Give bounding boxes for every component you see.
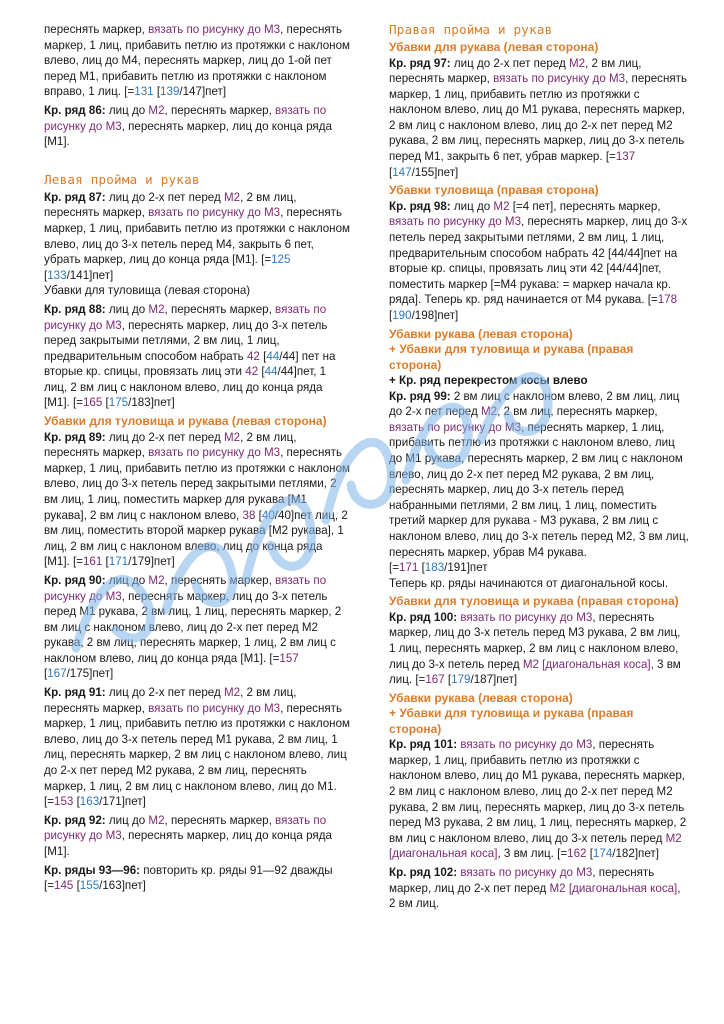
subheading-sleeve-left: Убавки для рукава (левая сторона) xyxy=(389,40,599,54)
row-98 xyxy=(389,199,689,324)
text: , переснять маркер, 1 лиц, прибавить петлю из протяжки с наклоном влево, лиц до М1 рукава, переснять маркер, 2 вм лиц с наклоном влево, лиц до 2-х пет перед М2 рукава, 2 вм лиц, переснять маркер, лиц до 3-х петель перед М3 рукава, 2 вм лиц, 1 лиц, переснять маркер, 2 вм лиц с наклоном влево, лиц до 3-х петель перед xyxy=(389,738,687,845)
note-text: Теперь кр. ряды начинаются от диагональной косы. xyxy=(389,576,669,590)
stitch-count: 40 xyxy=(261,508,275,522)
text: лиц до xyxy=(105,302,149,316)
text: [ xyxy=(102,555,109,569)
text: , переснять маркер, лиц до 3-х петель перед закрытыми петлями, 2 вм лиц, 1 лиц, предварительным способом набрать xyxy=(44,318,328,363)
text: , 2 вм лиц, переснять маркер, xyxy=(389,56,642,86)
text: /175]пет] xyxy=(66,667,114,681)
pattern-link-text: вязать по рисунку до М3 xyxy=(44,302,327,332)
subheading-body-right: Убавки туловища (правая сторона) xyxy=(389,183,599,198)
section-heading-left-armhole: Левая пройма и рукав xyxy=(44,171,200,187)
text: , переснять маркер, 1 лиц, прибавить петлю из протяжки с наклоном влево, лиц до М1 рукава, переснять маркер, 2 вм лиц с наклоном влево, лиц до 2-х пет перед М2 рукава, 2 вм лиц, переснять маркер, лиц до 3-х петель перед набранными петлями, 2 вм лиц, 1 лиц, поместить третий маркер для рукава - М3 рукава, 2 вм лиц с наклоном влево, лиц до 3-х петель перед М2, 3 вм лиц, переснять маркер, убрав М4 рукава. xyxy=(389,420,689,559)
text: , 2 вм лиц, переснять маркер, xyxy=(44,686,297,715)
text: [ xyxy=(259,349,267,363)
text: /179]пет] xyxy=(128,555,175,569)
stitch-count: 44 xyxy=(266,349,280,363)
pattern-link-text: вязать по рисунку до М3 xyxy=(457,738,593,752)
pattern-link-text: вязать по рисунку до М3 xyxy=(389,420,522,434)
subheading-decreases-right: Убавки для туловища и рукава (правая сторона) xyxy=(389,594,679,609)
marker-m2: М2 xyxy=(481,405,498,419)
text: , переснять маркер, лиц до конца ряда [М1]. xyxy=(44,829,332,858)
subheading-sleeve-left-2: Убавки рукава (левая сторона) xyxy=(389,326,573,341)
row-87 xyxy=(44,190,350,299)
text: /171]пет] xyxy=(99,795,146,809)
stitch-count: 153 xyxy=(54,795,74,809)
right-column xyxy=(389,22,689,915)
stitch-count: 42 xyxy=(245,365,259,379)
text: [ xyxy=(444,673,452,687)
text: , переснять маркер, xyxy=(164,813,276,827)
pattern-link-text: вязать по рисунку до М3 xyxy=(148,23,281,36)
pattern-link-text: вязать по рисунку до М3 xyxy=(457,866,593,880)
stitch-count: 139 xyxy=(160,85,180,99)
marker-m2: М2 [диагональная коса] xyxy=(549,881,678,895)
text: [ xyxy=(389,165,393,179)
text: лиц до xyxy=(105,103,149,117)
stitch-count: 44 xyxy=(264,365,278,379)
text: , переснять маркер, 1 лиц, прибавить петлю из протяжки с наклоном влево, лиц до 3-х петель перед М1 рукава, 2 вм лиц, 1 лиц, переснять маркер, 2 вм лиц с наклоном влево, лиц до 2-х пет перед М2 рукава, 2 вм лиц, переснять маркер, 1 лиц, 2 вм лиц с наклоном влево, лиц до М1. [= xyxy=(44,701,350,809)
text: [ xyxy=(73,795,80,809)
text: , переснять маркер, xyxy=(164,573,276,587)
text: лиц до 2-х пет перед xyxy=(450,56,569,70)
marker-m2: М2 xyxy=(148,103,165,117)
text: , переснять маркер, 1 лиц, прибавить петлю из протяжки с наклоном влево, лиц до М4, переснять маркер, лиц до 1-ой пет перед М1, прибавить петлю из протяжки с наклоном вправо, 1 лиц. [= xyxy=(44,23,350,99)
stitch-count: 171 xyxy=(108,555,129,569)
text: [=4 пет], переснять маркер, xyxy=(509,199,661,213)
stitch-count: 161 xyxy=(82,555,103,569)
pattern-link-text: вязать по рисунку до М3 xyxy=(44,573,327,603)
text: 2 вм лиц с наклоном влево, 2 вм лиц, лиц до 2-х пет перед xyxy=(389,389,680,419)
row-88 xyxy=(44,302,350,411)
text: /182]пет] xyxy=(612,847,659,861)
text: /44]пет, 1 лиц, 2 вм лиц с наклоном влево, лиц до конца ряда [М1]. [= xyxy=(44,365,327,410)
pattern-link-text: вязать по рисунку до М3 xyxy=(148,701,281,715)
stitch-count: 175 xyxy=(108,396,129,410)
stitch-count: 167 xyxy=(425,673,445,687)
text: , переснять маркер, лиц до конца ряда [М1]. xyxy=(44,119,332,149)
stitch-count: 165 xyxy=(82,396,103,410)
row-label: Кр. ряд 88: xyxy=(44,302,106,316)
stitch-count: 174 xyxy=(592,847,613,861)
pattern-link-text: вязать по рисунку до М3 xyxy=(148,446,281,460)
row-92 xyxy=(44,813,350,860)
text: переснять маркер, xyxy=(44,23,149,36)
row-89 xyxy=(44,430,350,570)
stitch-count: 157 xyxy=(279,651,299,665)
stitch-count: 145 xyxy=(54,879,74,893)
subheading-cable-cross: + Кр. ряд перекрестом косы влево xyxy=(389,374,588,387)
text: лиц до 2-х пет перед xyxy=(105,430,224,444)
text: /147]пет] xyxy=(179,85,227,99)
subheading-body-right-3: + Убавки для туловища и рукава (правая сторона) xyxy=(389,706,634,736)
marker-m2: М2 xyxy=(493,199,510,213)
stitch-count: 183 xyxy=(424,561,445,575)
marker-m2: М2 xyxy=(148,813,165,827)
text: [ xyxy=(153,85,161,99)
text: /191]пет xyxy=(444,561,488,575)
row-label: Кр. ряд 92: xyxy=(44,813,106,827)
row-label: Кр. ряд 99: xyxy=(389,389,451,403)
marker-m2: М2 xyxy=(568,56,586,70)
text: лиц до xyxy=(105,813,149,827)
row-99 xyxy=(389,389,689,592)
row-label: Кр. ряд 89: xyxy=(44,430,106,444)
marker-m2: М2 [диагональная коса] xyxy=(389,831,682,861)
stitch-count: 38 xyxy=(242,508,256,522)
text: [ xyxy=(258,365,265,379)
text: , 2 вм лиц, переснять маркер, xyxy=(497,405,658,419)
text: /155]пет] xyxy=(411,165,459,179)
text: , переснять маркер, xyxy=(164,103,276,117)
marker-m2: М2 [диагональная коса] xyxy=(522,657,651,671)
text: [ xyxy=(44,268,48,282)
stitch-count: 131 xyxy=(134,85,154,99)
subheading-plain: Убавки для туловища (левая сторона) xyxy=(44,284,251,298)
text: , переснять маркер, 1 лиц, прибавить петлю из протяжки с наклоном влево, лиц до М1 рукава, переснять маркер, 2 вм лиц с наклоном влево, лиц до 2-х пет перед М2 рукава, 2 вм лиц, переснять маркер, лиц до 3-х петель перед М1, закрыть 6 пет, убрав маркер. [= xyxy=(389,72,687,164)
text: , 2 вм лиц. xyxy=(389,881,681,911)
section-heading-right-armhole: Правая пройма и рукав xyxy=(389,22,553,37)
row-97 xyxy=(389,56,689,181)
row-label: Кр. ряд 101: xyxy=(389,738,458,752)
text: , 3 вм лиц. [= xyxy=(389,657,681,687)
text: /163]пет] xyxy=(99,879,146,893)
text: , переснять маркер, лиц до 3-х петель перед М1 рукава, 2 вм лиц, 1 лиц, переснять маркер, 2 вм лиц с наклоном влево, лиц до 2-х пет перед М2 рукава, 2 вм лиц, переснять маркер, 1 лиц, 2 вм лиц с наклоном влево, лиц до конца ряда [М1]. [= xyxy=(44,589,342,665)
marker-m2: М2 xyxy=(148,302,165,316)
text: /40]пет лиц, 2 вм лиц, поместить второй маркер рукава [М2 рукава], 1 лиц, 2 вм лиц с наклоном влево, лиц до конца ряда [М1]. [= xyxy=(44,508,348,569)
text: , переснять маркер, лиц до 2-х пет перед xyxy=(389,866,655,895)
text: [ xyxy=(586,847,593,861)
marker-m2: М2 xyxy=(223,430,241,444)
text: лиц до xyxy=(105,573,149,587)
text: лиц до 2-х пет перед xyxy=(105,686,224,700)
text: [= xyxy=(389,561,399,575)
text: , переснять маркер, лиц до 3-х петель перед закрытыми петлями, 2 вм лиц, 1 лиц, предварительным способом набрать 42 [44/44]пет на вторые кр. спицы, провязать лиц эти 42 [44/44]пет, поместить маркер [=М4 рукава: = маркер начала кр. ряда]. Теперь кр. ряд начинается от М4 рукава. [= xyxy=(389,215,688,307)
stitch-count: 162 xyxy=(567,847,587,861)
pattern-link-text: вязать по рисунку до М3 xyxy=(44,813,327,843)
text: , 2 вм лиц, переснять маркер, xyxy=(44,430,297,460)
text: [ xyxy=(73,879,80,893)
row-101 xyxy=(389,737,689,862)
marker-m2: М2 xyxy=(223,190,241,204)
text: , 2 вм лиц, переснять маркер, xyxy=(44,190,297,220)
row-label: Кр. ряд 86: xyxy=(44,103,106,117)
pattern-link-text: вязать по рисунку до М3 xyxy=(457,610,593,624)
stitch-count: 167 xyxy=(47,667,67,681)
pattern-link-text: вязать по рисунку до М3 xyxy=(44,103,327,133)
subheading-decreases-left: Убавки для туловища и рукава (левая сторона) xyxy=(44,414,327,429)
subheading-sleeve-left-3: Убавки рукава (левая сторона) xyxy=(389,690,573,705)
stitch-count: 163 xyxy=(79,795,100,809)
paragraph-row85-cont xyxy=(44,22,350,100)
subheading-body-right-2: + Убавки для туловища и рукава (правая сторона) xyxy=(389,342,634,372)
text: [ xyxy=(102,396,109,410)
stitch-count: 133 xyxy=(47,268,67,282)
pattern-link-text: вязать по рисунку до М3 xyxy=(148,206,281,220)
stitch-count: 137 xyxy=(615,150,636,164)
text: , переснять маркер, xyxy=(164,302,276,316)
text: повторить кр. ряды 91—92 дважды [= xyxy=(44,863,333,893)
row-label: Кр. ряд 98: xyxy=(389,199,451,213)
text: лиц до 2-х пет перед xyxy=(105,190,224,204)
marker-m2: М2 xyxy=(223,686,241,700)
row-label: Кр. ряд 91: xyxy=(44,686,106,700)
stitch-count: 179 xyxy=(451,673,471,687)
row-label: Кр. ряд 90: xyxy=(44,573,106,587)
row-label: Кр. ряд 100: xyxy=(389,610,458,624)
text: /141]пет] xyxy=(66,268,114,282)
pattern-link-text: вязать по рисунку до М3 xyxy=(389,215,522,229)
row-90 xyxy=(44,573,350,682)
rows-93-96 xyxy=(44,863,350,894)
left-column xyxy=(44,22,350,897)
text: , переснять маркер, лиц до 3-х петель перед М3 рукава, 2 вм лиц, 1 лиц, переснять маркер, 2 вм лиц с наклоном влево, лиц до 3-х петель перед xyxy=(389,610,681,671)
text: /44] пет на вторые кр. спицы, провязать лиц эти xyxy=(44,349,336,379)
pattern-link-text: вязать по рисунку до М3 xyxy=(493,72,626,86)
row-label: Кр. ряды 93—96: xyxy=(44,863,141,877)
text: [ xyxy=(255,508,262,522)
text: /187]пет] xyxy=(470,673,518,687)
row-label: Кр. ряд 87: xyxy=(44,190,106,204)
stitch-count: 171 xyxy=(399,561,419,575)
text: /198]пет] xyxy=(411,308,459,322)
text: , переснять маркер, 1 лиц, прибавить петлю из протяжки с наклоном влево, лиц до 3-х петель перед М4, закрыть 6 пет, убрать маркер, лиц до конца ряда [М1]. [= xyxy=(44,206,350,267)
text: , переснять маркер, 1 лиц, прибавить петлю из протяжки с наклоном влево, лиц до 3-х петель перед закрытыми петлями, 2 вм лиц, 1 лиц, поместить маркер для рукава [М1 рукава], 2 вм лиц с наклоном влево, xyxy=(44,446,350,522)
text: [ xyxy=(389,308,393,322)
text: /183]пет] xyxy=(128,396,175,410)
row-label: Кр. ряд 97: xyxy=(389,56,451,70)
stitch-count: 42 xyxy=(246,349,260,363)
row-label: Кр. ряд 102: xyxy=(389,866,458,880)
row-102 xyxy=(389,865,689,912)
stitch-count: 178 xyxy=(657,293,678,307)
text: [ xyxy=(418,561,425,575)
stitch-count: 155 xyxy=(79,879,100,893)
text: , 3 вм лиц. [= xyxy=(497,847,568,861)
row-86 xyxy=(44,103,350,150)
marker-m2: М2 xyxy=(148,573,165,587)
stitch-count: 125 xyxy=(271,253,291,267)
text: [ xyxy=(44,667,48,681)
row-91 xyxy=(44,685,350,810)
text: лиц до xyxy=(450,199,494,213)
row-100 xyxy=(389,610,689,688)
stitch-count: 190 xyxy=(392,308,412,322)
stitch-count: 147 xyxy=(392,165,412,179)
